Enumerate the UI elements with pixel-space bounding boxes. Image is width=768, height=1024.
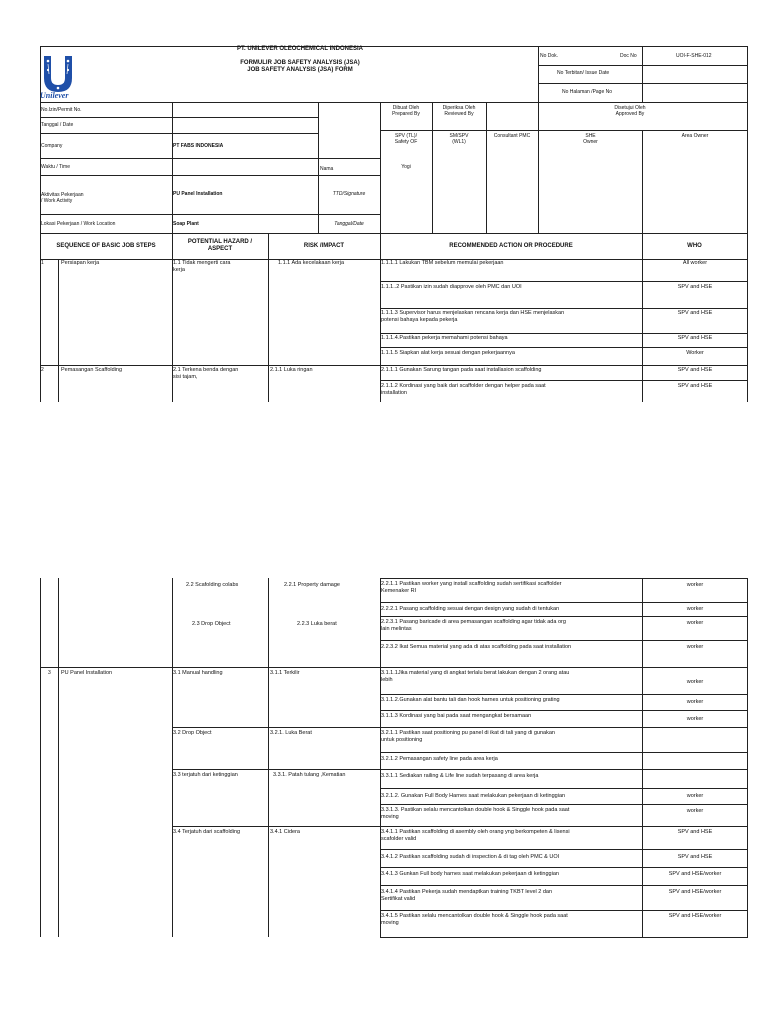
form-title-id: FORMULIR JOB SAFETY ANALYSIS (JSA) [240, 60, 360, 66]
sm-spv-wl1: SM/SPV (WL1) [449, 133, 469, 145]
she-owner: SHE Owner [583, 133, 598, 145]
area-owner: Area Owner [681, 133, 709, 139]
action-item: 3.1.1.2.Gunakan alat bantu tali dan hook harnes untuk positioning grating [381, 697, 560, 703]
nama-value: Yogi [401, 164, 411, 170]
action-item: 3.3.1.3. Pastikan selalu mencantolkan double hook & Singgle hook pada saat moving [381, 807, 570, 820]
who-item: worker [686, 699, 704, 705]
step-no: 2 [41, 367, 44, 373]
location-label: Lokasi Pekerjaan / Work Location [41, 221, 116, 227]
unilever-wordmark: Unilever [40, 91, 69, 100]
step-name: PU Panel Installation [61, 670, 113, 676]
step-name: Persiapan kerja [61, 260, 100, 266]
prepared-by: Dibuat Oleh Prepared By [392, 105, 420, 117]
risk-text: 2.1.1 Luka ringan [270, 367, 313, 373]
issue-date-label: No Terbitan/ Issue Date [557, 70, 610, 76]
who-item: Worker [686, 350, 704, 356]
activity-label: Aktivitas Pekerjaan / Work Activity [41, 192, 84, 204]
hazard-text: 2.3 Drop Object [192, 621, 231, 627]
col-steps: SEQUENCE OF BASIC JOB STEPS [56, 243, 156, 249]
action-item: 2.2.1.1 Pastikan worker yang install scaffolding sudah sertifikasi scaffolder Kemenaker RI [381, 581, 562, 594]
action-item: 1.1.1.4.Pastikan pekerja memahami potensi bahaya [381, 335, 508, 341]
action-item: 2.1.1.1 Gunakan Sarung tangan pada saat installasion scaffolding [381, 367, 542, 373]
approved-by: Disetujui Oleh Approved By [614, 105, 646, 117]
who-item: SPV and HSE/worker [668, 913, 722, 919]
col-who: WHO [687, 243, 702, 249]
action-item: 2.2.3.2 Ikat Semua material yang ada di atas scaffolding pada saat installation [381, 644, 572, 650]
action-item: 3.1.1.1Jika material yang di angkat terlalu berat lakukan dengan 2 orang atau lebih [381, 670, 570, 683]
risk-text: 3.2.1. Luka Berat [270, 730, 312, 736]
page-no-label: No Halaman /Page No [562, 89, 613, 95]
action-item: 2.2.2.1 Pasang scaffolding sesuai dengan design yang sudah di tentukan [381, 606, 560, 612]
company-title: PT. UNILEVER OLEOCHEMICAL INDONESIA [237, 46, 363, 52]
location-value: Soap Plant [173, 221, 199, 227]
who-item: worker [686, 716, 704, 722]
hazard-text: 2.1 Terkena benda dengan sisi tajam, [173, 367, 239, 380]
action-item: 1.1.1.1 Lakukan TBM sebelum memulai pekerjaan [381, 260, 504, 266]
action-item: 3.4.1.3 Gunkan Full body harnes saat melakukan pekerjaan di ketinggian [381, 871, 559, 877]
consultant-pmc: Consultant PMC [493, 133, 531, 139]
action-item: 3.4.1.2 Pastikan scaffolding sudah di inspection & di tag oleh PMC & UOI [381, 854, 560, 860]
hazard-text: 3.3 terjatuh dari ketinggian [173, 772, 238, 778]
tanggal-label: Tanggal/Date [334, 221, 364, 227]
who-item: SPV and HSE/worker [668, 871, 722, 877]
nama-label: Nama [320, 166, 334, 172]
who-item: worker [686, 582, 704, 588]
who-item: All worker [682, 260, 708, 266]
time-label: Waktu / Time [41, 164, 70, 170]
ttd-label: TTD/Signature [332, 191, 366, 197]
who-item: worker [686, 679, 704, 685]
hazard-text: 1.1 Tidak mengerti cara kerja [173, 260, 231, 273]
who-item: SPV and HSE/worker [668, 889, 722, 895]
who-item: worker [686, 606, 704, 612]
form-title-en: JOB SAFETY ANALYSIS (JSA) FORM [247, 67, 353, 73]
step-no: 1 [41, 260, 44, 266]
hazard-text: 3.4 Terjatuh dari scaffolding [173, 829, 241, 835]
who-item: SPV and HSE [677, 383, 713, 389]
reviewed-by: Diperiksa Oleh Reviewed By [442, 105, 476, 117]
action-item: 3.3.1.1 Sediakan railing & Life line sudah terpasang di area kerja [381, 773, 539, 779]
action-item: 3.2.1.2 Pemasangan safety line pada area kerja [381, 756, 498, 762]
risk-text: 3.3.1. Patah tulang ,Kematian [273, 772, 346, 778]
action-item: 3.4.1.5 Pastikan selalu mencantolkan double hook & Singgle hook pada saat moving [381, 913, 568, 926]
action-item: 1.1.1..2 Pastikan izin sudah diapprove oleh PMC dan UOI [381, 284, 522, 290]
who-item: worker [686, 793, 704, 799]
doc-no-label: No Dok. [540, 53, 559, 59]
action-item: 3.2.1.2. Gunakan Full Body Harnes saat melakukan pekerjaan di ketinggian [381, 793, 566, 799]
who-item: worker [686, 644, 704, 650]
action-item: 1.1.1.3 Supervisor harus menjelaskan rencana kerja dan HSE menjelaskan potensi bahaya kepada pekerja [381, 310, 565, 323]
action-item: 2.1.1.2 Kordinasi yang baik dari scaffolder dengan helper pada saat installation [381, 383, 546, 396]
step-no: 3 [48, 670, 51, 676]
risk-text: 2.2.1 Property damage [284, 582, 340, 588]
hazard-text: 3.1 Manual handling [173, 670, 223, 676]
doc-no-label-en: Doc No [620, 53, 637, 59]
doc-no-value: UOI-F-SHE-012 [676, 53, 712, 59]
action-item: 3.2.1.1 Pastikan saat positioning pu panel di ikat di tali yang di gunakan untuk positioning [381, 730, 555, 743]
who-item: SPV and HSE [677, 829, 713, 835]
hazard-text: 3.2 Drop Object [173, 730, 212, 736]
who-item: SPV and HSE [677, 854, 713, 860]
risk-text: 3.1.1 Terkilir [270, 670, 300, 676]
col-risk: RISK /IMPACT [303, 243, 345, 249]
step-name: Pemasangan Scaffolding [61, 367, 123, 373]
action-item: 1.1.1.5 Siapkan alat kerja sesuai dengan pekerjaannya [381, 350, 515, 356]
permit-label: No.Izin/Permit No. [41, 107, 82, 113]
who-item: SPV and HSE [677, 367, 713, 373]
action-item: 3.1.1.3 Kordinasi yang bai pada saat mengangkat bersamaan [381, 713, 532, 719]
action-item: 3.4.1.1 Pastikan scaffolding di asembly oleh orang yng berkompeten & lisensi scafolder valid [381, 829, 570, 842]
who-item: SPV and HSE [677, 284, 713, 290]
risk-text: 2.2.3 Luka berat [297, 621, 337, 627]
col-action: RECOMMENDED ACTION OR PROCEDURE [449, 243, 573, 249]
who-item: SPV and HSE [677, 310, 713, 316]
date-label: Tanggal / Date [41, 122, 74, 128]
action-item: 2.2.3.1 Pasang baricade di area pemasangan scaffolding agar tidak ada org lain melintas [381, 619, 566, 632]
action-item: 3.4.1.4 Pastikan Pekerja sudah mendaptkan training TKBT level 2 dan Sertifikat valid [381, 889, 553, 902]
who-item: worker [686, 620, 704, 626]
activity-value: PU Panel Installation [173, 191, 223, 197]
company-value: PT FABS INDONESIA [173, 143, 224, 149]
spv-safety-of: SPV (TL)/ Safety OF [394, 133, 418, 145]
who-item: SPV and HSE [677, 335, 713, 341]
hazard-text: 2.2 Scafolding colabs [186, 582, 239, 588]
company-label: Company [41, 143, 63, 149]
risk-text: 3.4.1 Cidera [270, 829, 300, 835]
who-item: worker [686, 808, 704, 814]
col-hazard: POTENTIAL HAZARD / ASPECT [187, 239, 253, 252]
risk-text: 1.1.1 Ada kecelakaan kerja [278, 260, 345, 266]
